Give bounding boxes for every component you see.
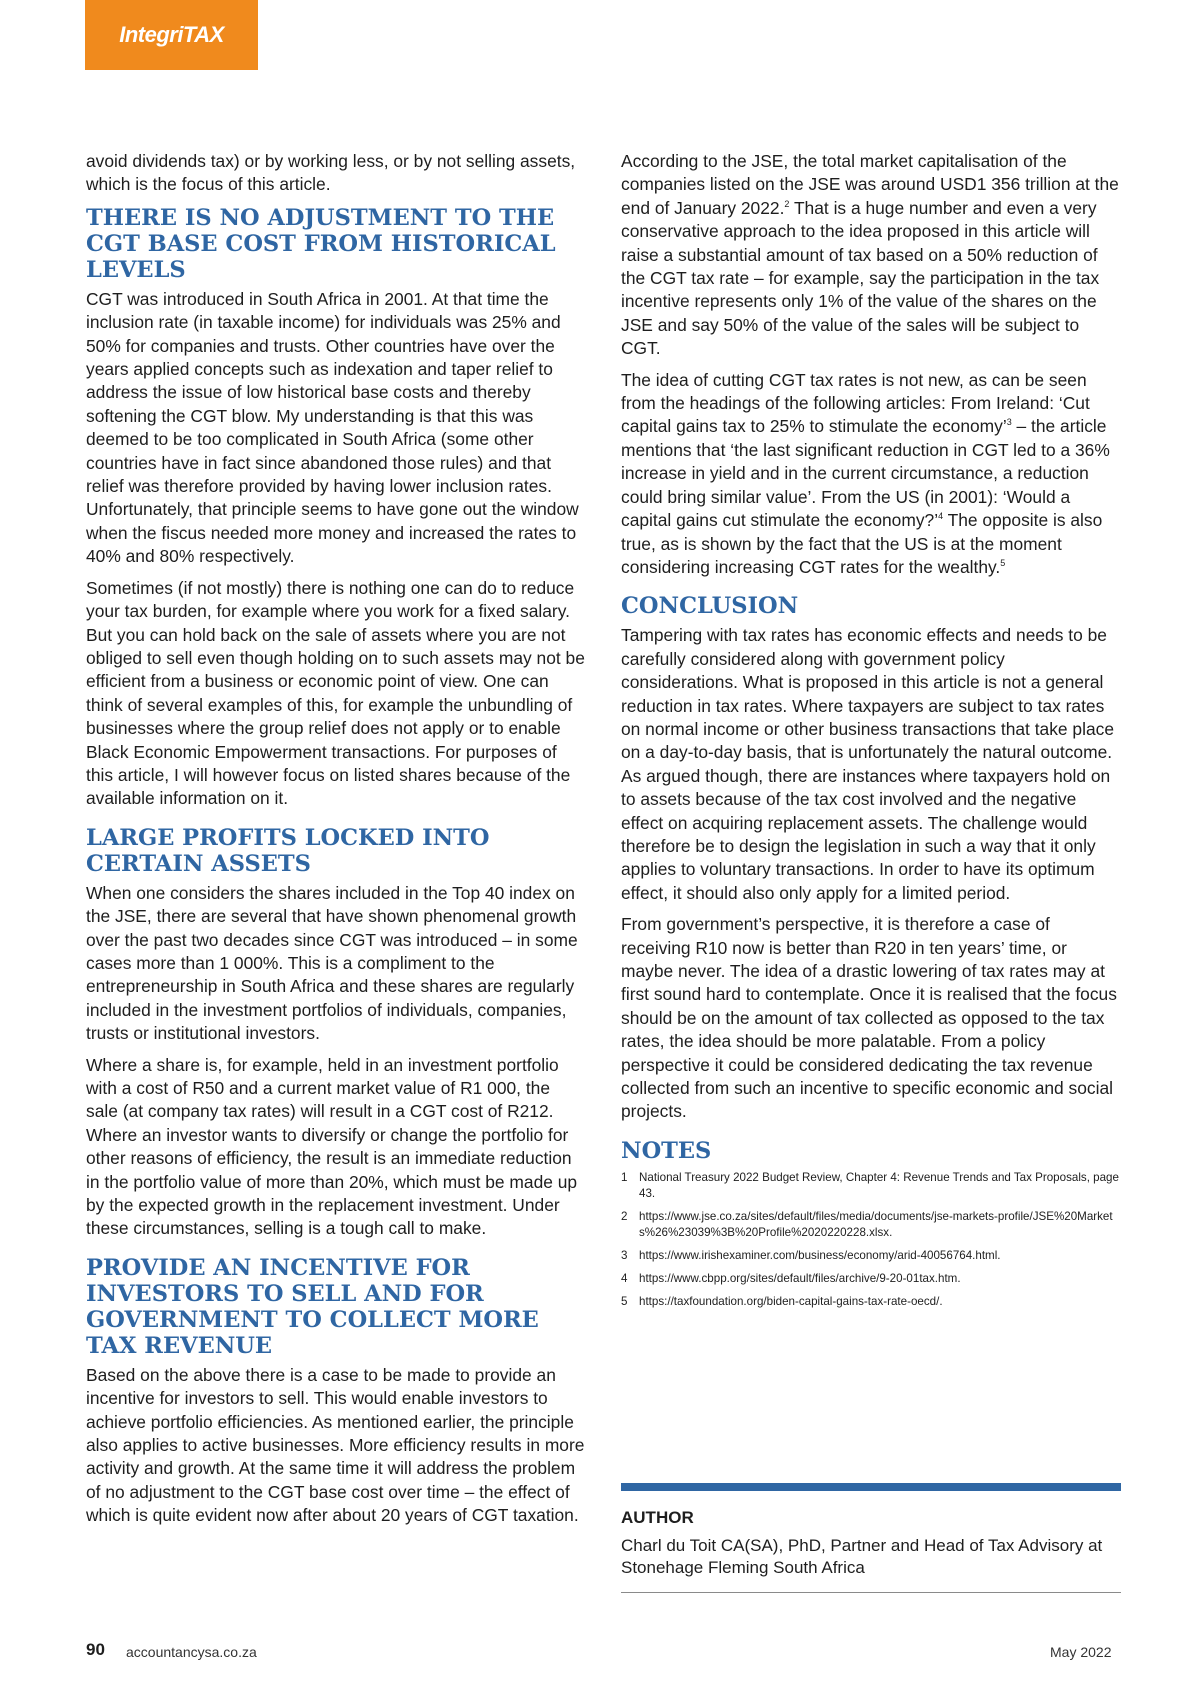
- note-link[interactable]: https://www.jse.co.za/sites/default/files/media/documents/jse-markets-profile/JSE%20Markets%26%23039%3B%20Profile%2020220228.xlsx.: [639, 1209, 1113, 1239]
- paragraph: Based on the above there is a case to be made to provide an incentive for investors to sell. This would enable investors to achieve portfolio efficiencies. As mentioned earlier, the principle also applies to active businesses. More efficiency results in more activity and growth. At the same time it will address the problem of no adjustment to the CGT base cost over time – the effect of which is quite evident now after about 20 years of CGT taxation.: [86, 1364, 585, 1526]
- section-heading: NOTES: [621, 1137, 712, 1164]
- paragraph: avoid dividends tax) or by working less, or by not selling assets, which is the focus of this article.: [86, 151, 576, 195]
- note-number: 1: [621, 1170, 628, 1184]
- brand-logo: [85, 0, 258, 70]
- text-run: The opposite is also true, as is shown by the fact that the US is at the moment considering increasing CGT rates for the wealthy.: [621, 510, 1103, 577]
- note-link[interactable]: https://taxfoundation.org/biden-capital-gains-tax-rate-oecd/.: [639, 1294, 943, 1308]
- text-run: The idea of cutting CGT tax rates is not new, as can be seen from the headings of the following articles: From Ireland: ‘Cut capital gains tax to 25% to stimulate the economy’: [621, 369, 1090, 437]
- note-number: 2: [621, 1209, 628, 1223]
- paragraph: [621, 150, 1121, 361]
- paragraph: Sometimes (if not mostly) there is nothing one can do to reduce your tax burden, for example where you work for a fixed salary. But you can hold back on the sale of assets where you are not obliged to sell even though holding on to such assets may not be efficient from a business or economic point of view. One can think of several examples of this, for example the unbundling of businesses where the group relief does not apply or to enable Black Economic Empowerment transactions. For purposes of this article, I will however focus on listed shares because of the available information on it.: [86, 577, 585, 809]
- footnote-ref: 5: [1000, 558, 1006, 569]
- author-divider-bar: [621, 1483, 1121, 1491]
- author-bio: Charl du Toit CA(SA), PhD, Partner and Head of Tax Advisory at Stonehage Fleming South Africa: [621, 1536, 1103, 1577]
- footer-site: accountancysa.co.za: [126, 1644, 257, 1660]
- note-number: 5: [621, 1294, 628, 1308]
- note-item: [621, 1170, 1121, 1202]
- text-run: – the article mentions that ‘the last significant reduction in CGT led to a 36% increase in yield and in the current circumstance, a reduction could bring similar value’. From the US (in 2001): ‘Would a capital gains cut stimulate the economy?’: [621, 416, 1110, 531]
- note-number: 3: [621, 1248, 628, 1262]
- note-item: [621, 1271, 1121, 1287]
- paragraph: [621, 369, 1121, 580]
- paragraph: When one considers the shares included in the Top 40 index on the JSE, there are several that have shown phenomenal growth over the past two decades since CGT was introduced – in some cases more than 1 000%. This is a compliment to the entrepreneurship in South Africa and these shares are regularly included in the investment portfolios of individuals, companies, trusts or institutional investors.: [86, 882, 578, 1044]
- note-item: [621, 1248, 1121, 1264]
- section-heading: THERE IS NO ADJUSTMENT TO THE CGT BASE COST FROM HISTORICAL LEVELS: [86, 204, 556, 283]
- brand-name: IntegriTAX: [119, 22, 224, 47]
- note-link[interactable]: https://www.cbpp.org/sites/default/files/archive/9-20-01tax.htm.: [639, 1271, 961, 1285]
- footer-date: May 2022: [1050, 1644, 1112, 1660]
- section-heading: PROVIDE AN INCENTIVE FOR INVESTORS TO SELL AND FOR GOVERNMENT TO COLLECT MORE TAX REVENUE: [86, 1254, 539, 1359]
- left-column: [86, 150, 586, 1536]
- author-box: [621, 1483, 1121, 1593]
- author-divider-line: [621, 1592, 1121, 1593]
- text-run: According to the JSE, the total market capitalisation of the companies listed on the JSE was around USD1 356 trillion at the end of January 2022.: [621, 151, 1119, 218]
- paragraph: Where a share is, for example, held in an investment portfolio with a cost of R50 and a current market value of R1 000, the sale (at company tax rates) will result in a CGT cost of R212. Where an investor wants to diversify or change the portfolio for other reasons of efficiency, the result is an immediate reduction in the portfolio value of more than 20%, which must be made up by the expected growth in the replacement investment. Under these circumstances, selling is a tough call to make.: [86, 1054, 578, 1239]
- paragraph: Tampering with tax rates has economic effects and needs to be carefully considered along with government policy considerations. What is proposed in this article is not a general reduction in tax rates. Where taxpayers are subject to tax rates on normal income or other business transactions that take place on a day-to-day basis, that is unfortunately the natural outcome. As argued though, there are instances where taxpayers hold on to assets because of the tax cost involved and the negative effect on acquiring replacement assets. The challenge would therefore be to design the legislation in such a way that it only applies to voluntary transactions. In order to have its optimum effect, it should also only apply for a limited period.: [621, 625, 1115, 903]
- note-item: [621, 1209, 1121, 1241]
- page-number: 90: [86, 1640, 105, 1659]
- note-link[interactable]: https://www.irishexaminer.com/business/economy/arid-40056764.html.: [639, 1248, 1001, 1262]
- note-number: 4: [621, 1271, 628, 1285]
- note-text: National Treasury 2022 Budget Review, Chapter 4: Revenue Trends and Tax Proposals, page 43.: [639, 1170, 1119, 1200]
- section-heading: CONCLUSION: [621, 593, 799, 620]
- section-heading: LARGE PROFITS LOCKED INTO CERTAIN ASSETS: [86, 824, 490, 877]
- footnote-ref: 4: [938, 511, 944, 522]
- footnote-ref: 2: [784, 199, 790, 210]
- text-run: That is a huge number and even a very conservative approach to the idea proposed in this article will raise a substantial amount of tax based on a 50% reduction of the CGT tax rate – for example, say the participation in the tax incentive represents only 1% of the value of the shares on the JSE and say 50% of the value of the sales will be subject to CGT.: [621, 197, 1100, 359]
- paragraph: CGT was introduced in South Africa in 2001. At that time the inclusion rate (in taxable income) for individuals was 25% and 50% for companies and trusts. Other countries have over the years applied concepts such as indexation and taper relief to address the issue of low historical base costs and thereby softening the CGT blow. My understanding is that this was deemed to be too complicated in South Africa (some other countries have in fact since abandoned those rules) and that relief was therefore provided by having lower inclusion rates. Unfortunately, that principle seems to have gone out the window when the fiscus needed more money and increased the rates to 40% and 80% respectively.: [86, 288, 579, 567]
- footnote-ref: 3: [1006, 417, 1012, 428]
- author-label: AUTHOR: [621, 1508, 694, 1527]
- note-item: [621, 1294, 1121, 1310]
- paragraph: From government’s perspective, it is therefore a case of receiving R10 now is better than R20 in ten years’ time, or maybe never. The idea of a drastic lowering of tax rates may at first sound hard to contemplate. Once it is realised that the focus should be on the amount of tax collected as opposed to the tax rates, the idea should be more palatable. From a policy perspective it could be considered dedicating the tax revenue collected from such an incentive to specific economic and social projects.: [621, 914, 1117, 1122]
- notes-list: [621, 1170, 1121, 1310]
- right-column: [621, 150, 1121, 1317]
